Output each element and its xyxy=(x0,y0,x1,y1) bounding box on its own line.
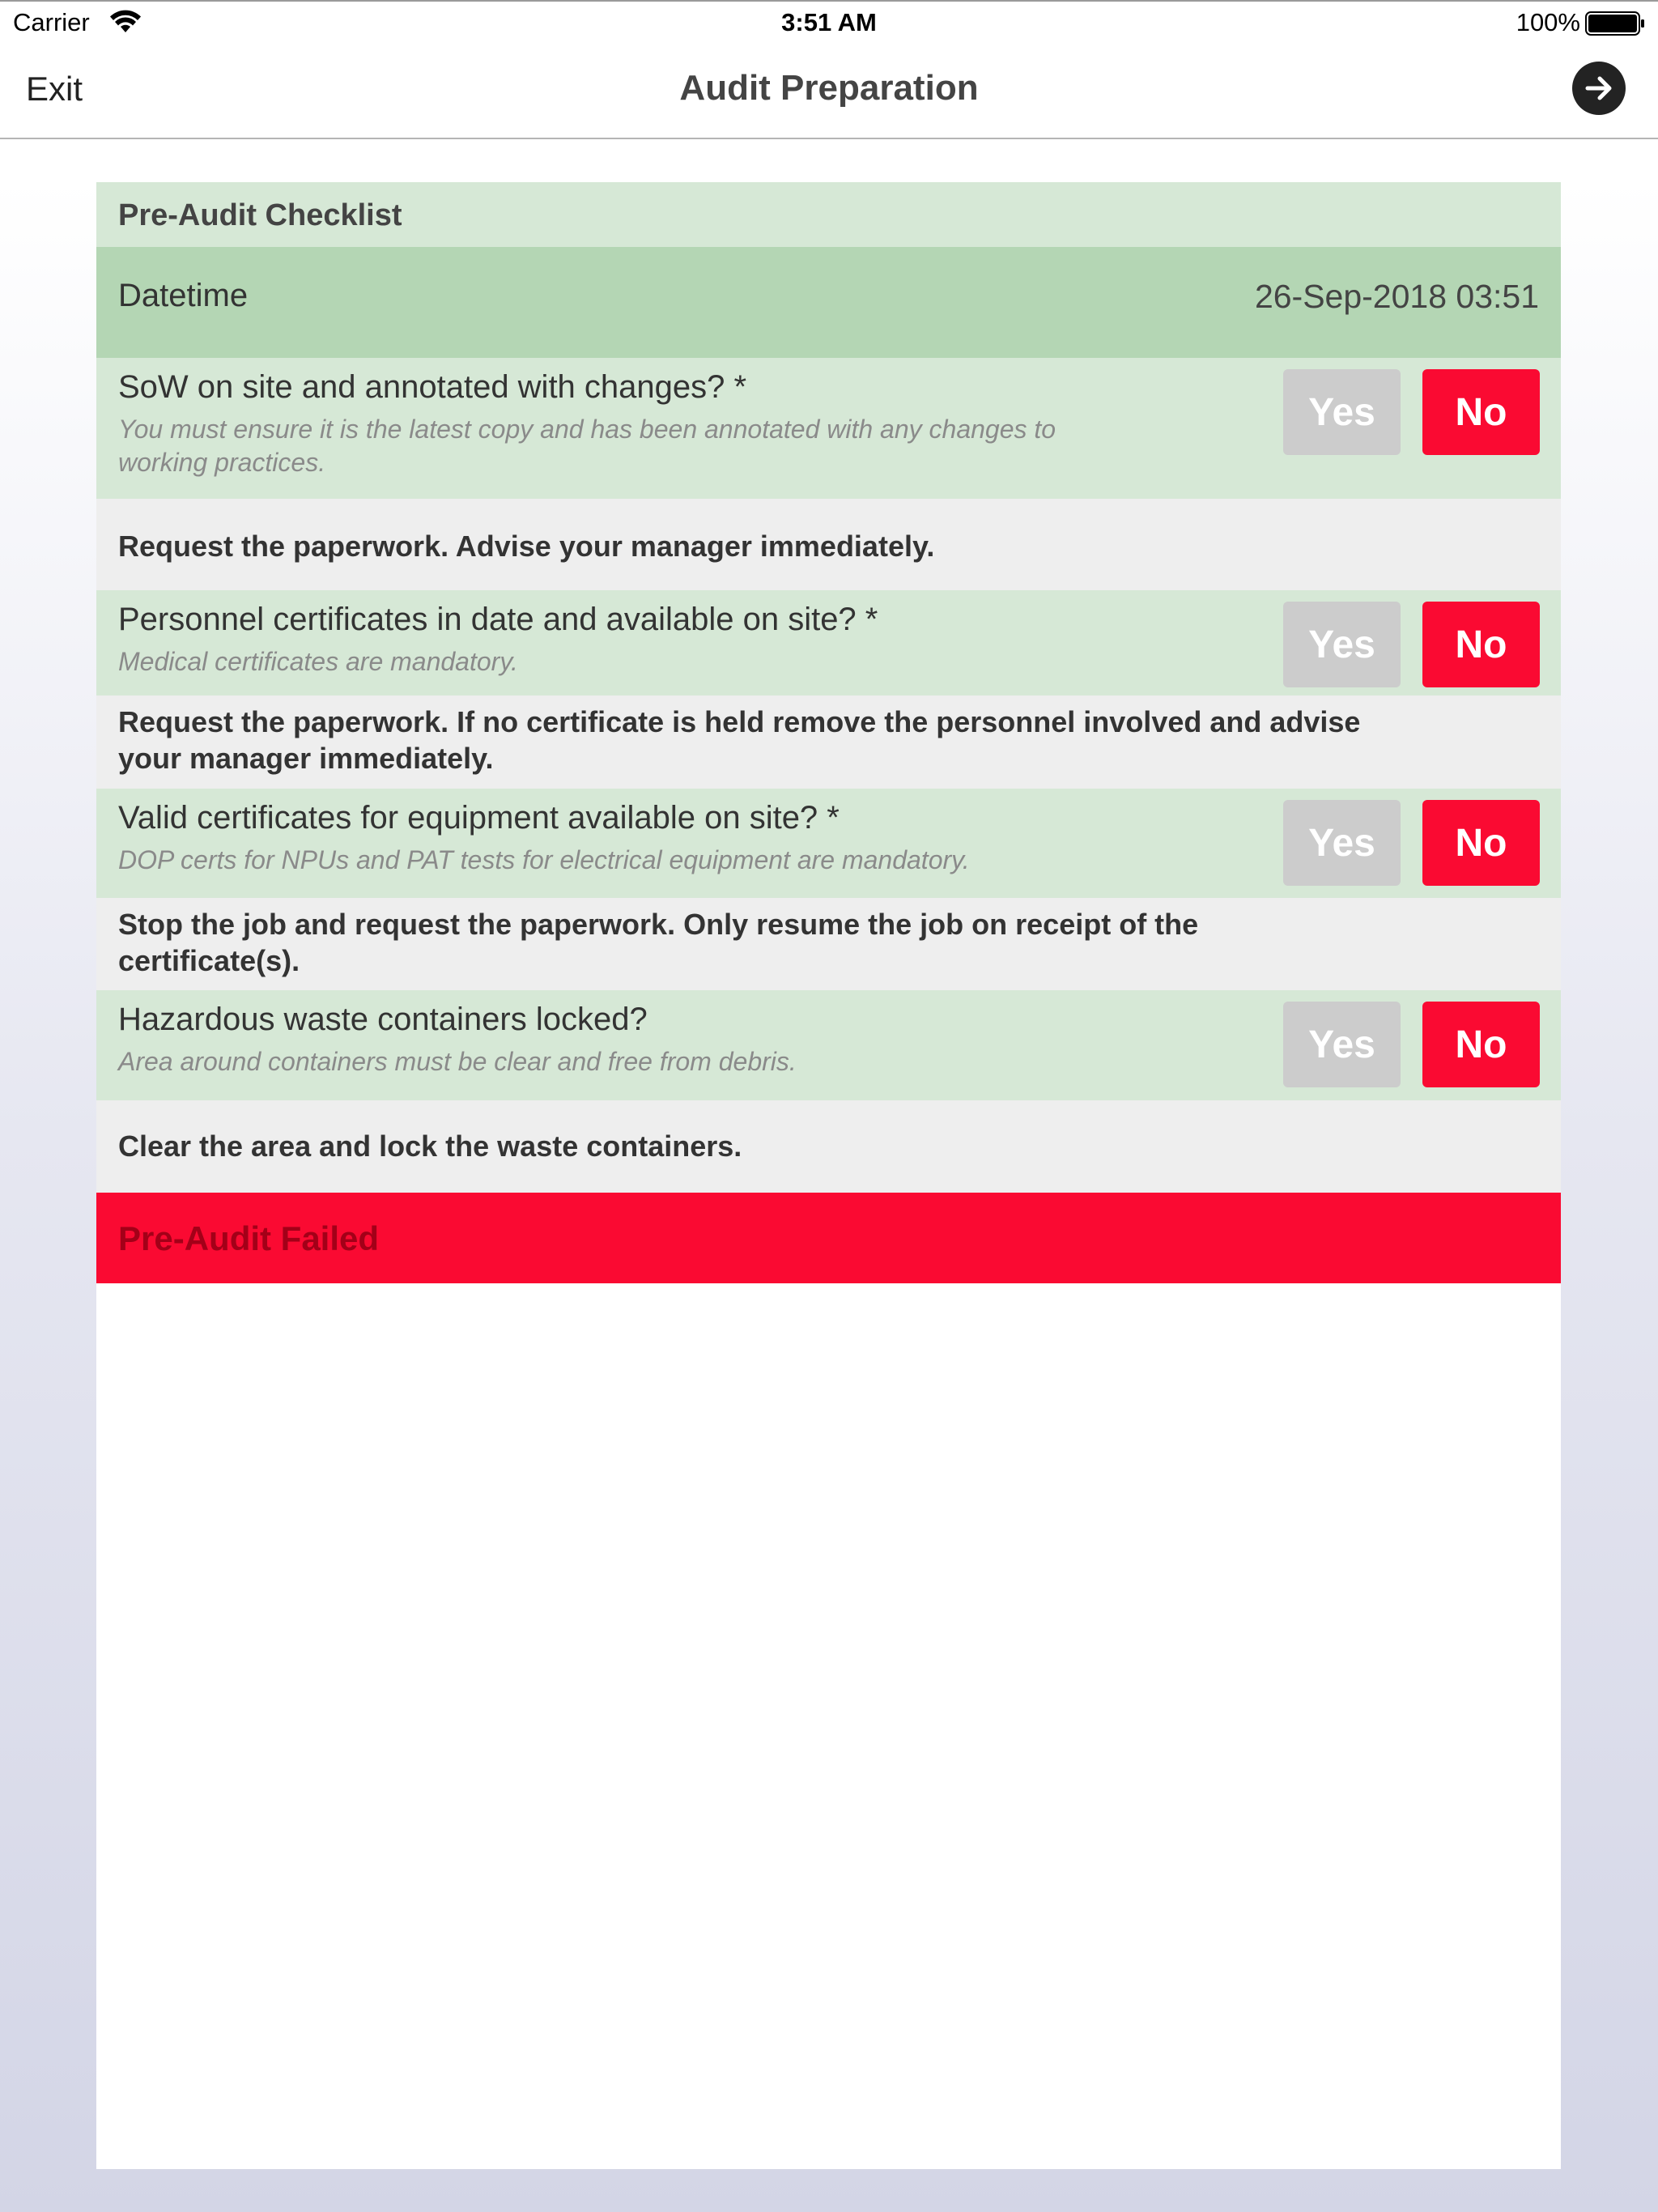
page-title: Audit Preparation xyxy=(679,68,979,108)
no-button[interactable]: No xyxy=(1422,800,1540,886)
checklist-header xyxy=(96,182,1561,247)
no-button[interactable]: No xyxy=(1422,602,1540,687)
question-row-sow xyxy=(96,358,1561,499)
action-note-text: Stop the job and request the paperwork. Only resume the job on receipt of the certificate(s). xyxy=(118,908,1199,977)
yes-button[interactable]: Yes xyxy=(1283,1002,1401,1087)
checklist-panel xyxy=(96,182,1561,2169)
question-row-personnel xyxy=(96,590,1561,696)
question-text: Valid certificates for equipment available on site? * xyxy=(118,800,840,836)
datetime-label: Datetime xyxy=(118,278,249,313)
action-note-text: Request the paperwork. If no certificate is held remove the personnel involved and advise your manager immediately. xyxy=(118,705,1361,775)
status-time: 3:51 AM xyxy=(781,8,877,36)
next-button[interactable] xyxy=(1572,62,1626,115)
action-note xyxy=(96,898,1561,990)
action-note-text: Request the paperwork. Advise your manager immediately. xyxy=(118,530,935,563)
yes-button[interactable]: Yes xyxy=(1283,800,1401,886)
question-hint: DOP certs for NPUs and PAT tests for electrical equipment are mandatory. xyxy=(118,845,970,874)
action-note xyxy=(96,696,1561,789)
battery-percent: 100% xyxy=(1516,8,1580,36)
yes-button[interactable]: Yes xyxy=(1283,602,1401,687)
question-text: Personnel certificates in date and available on site? * xyxy=(118,602,878,637)
exit-button[interactable]: Exit xyxy=(26,70,83,108)
question-hint: Medical certificates are mandatory. xyxy=(118,647,518,676)
question-row-equipment xyxy=(96,789,1561,898)
no-button[interactable]: No xyxy=(1422,1002,1540,1087)
datetime-value: 26-Sep-2018 03:51 xyxy=(1254,278,1539,315)
battery-icon xyxy=(1585,11,1645,36)
action-note-text: Clear the area and lock the waste containers. xyxy=(118,1129,742,1163)
question-text: Hazardous waste containers locked? xyxy=(118,1002,648,1037)
action-note xyxy=(96,1100,1561,1193)
pre-audit-result-text: Pre-Audit Failed xyxy=(118,1219,380,1257)
datetime-row[interactable] xyxy=(96,247,1561,358)
yes-button[interactable]: Yes xyxy=(1283,369,1401,455)
pre-audit-result-banner xyxy=(96,1193,1561,1283)
question-hint: You must ensure it is the latest copy and has been annotated with any changes to working practices. xyxy=(118,415,1056,477)
question-row-waste xyxy=(96,990,1561,1100)
arrow-right-icon xyxy=(1583,72,1615,104)
question-hint: Area around containers must be clear and free from debris. xyxy=(118,1047,797,1076)
no-button[interactable]: No xyxy=(1422,369,1540,455)
status-bar xyxy=(0,2,1658,44)
carrier-label: Carrier xyxy=(13,8,90,36)
checklist-header-label: Pre-Audit Checklist xyxy=(118,198,402,232)
question-text: SoW on site and annotated with changes? * xyxy=(118,369,747,405)
action-note xyxy=(96,499,1561,590)
navigation-bar xyxy=(0,44,1658,139)
